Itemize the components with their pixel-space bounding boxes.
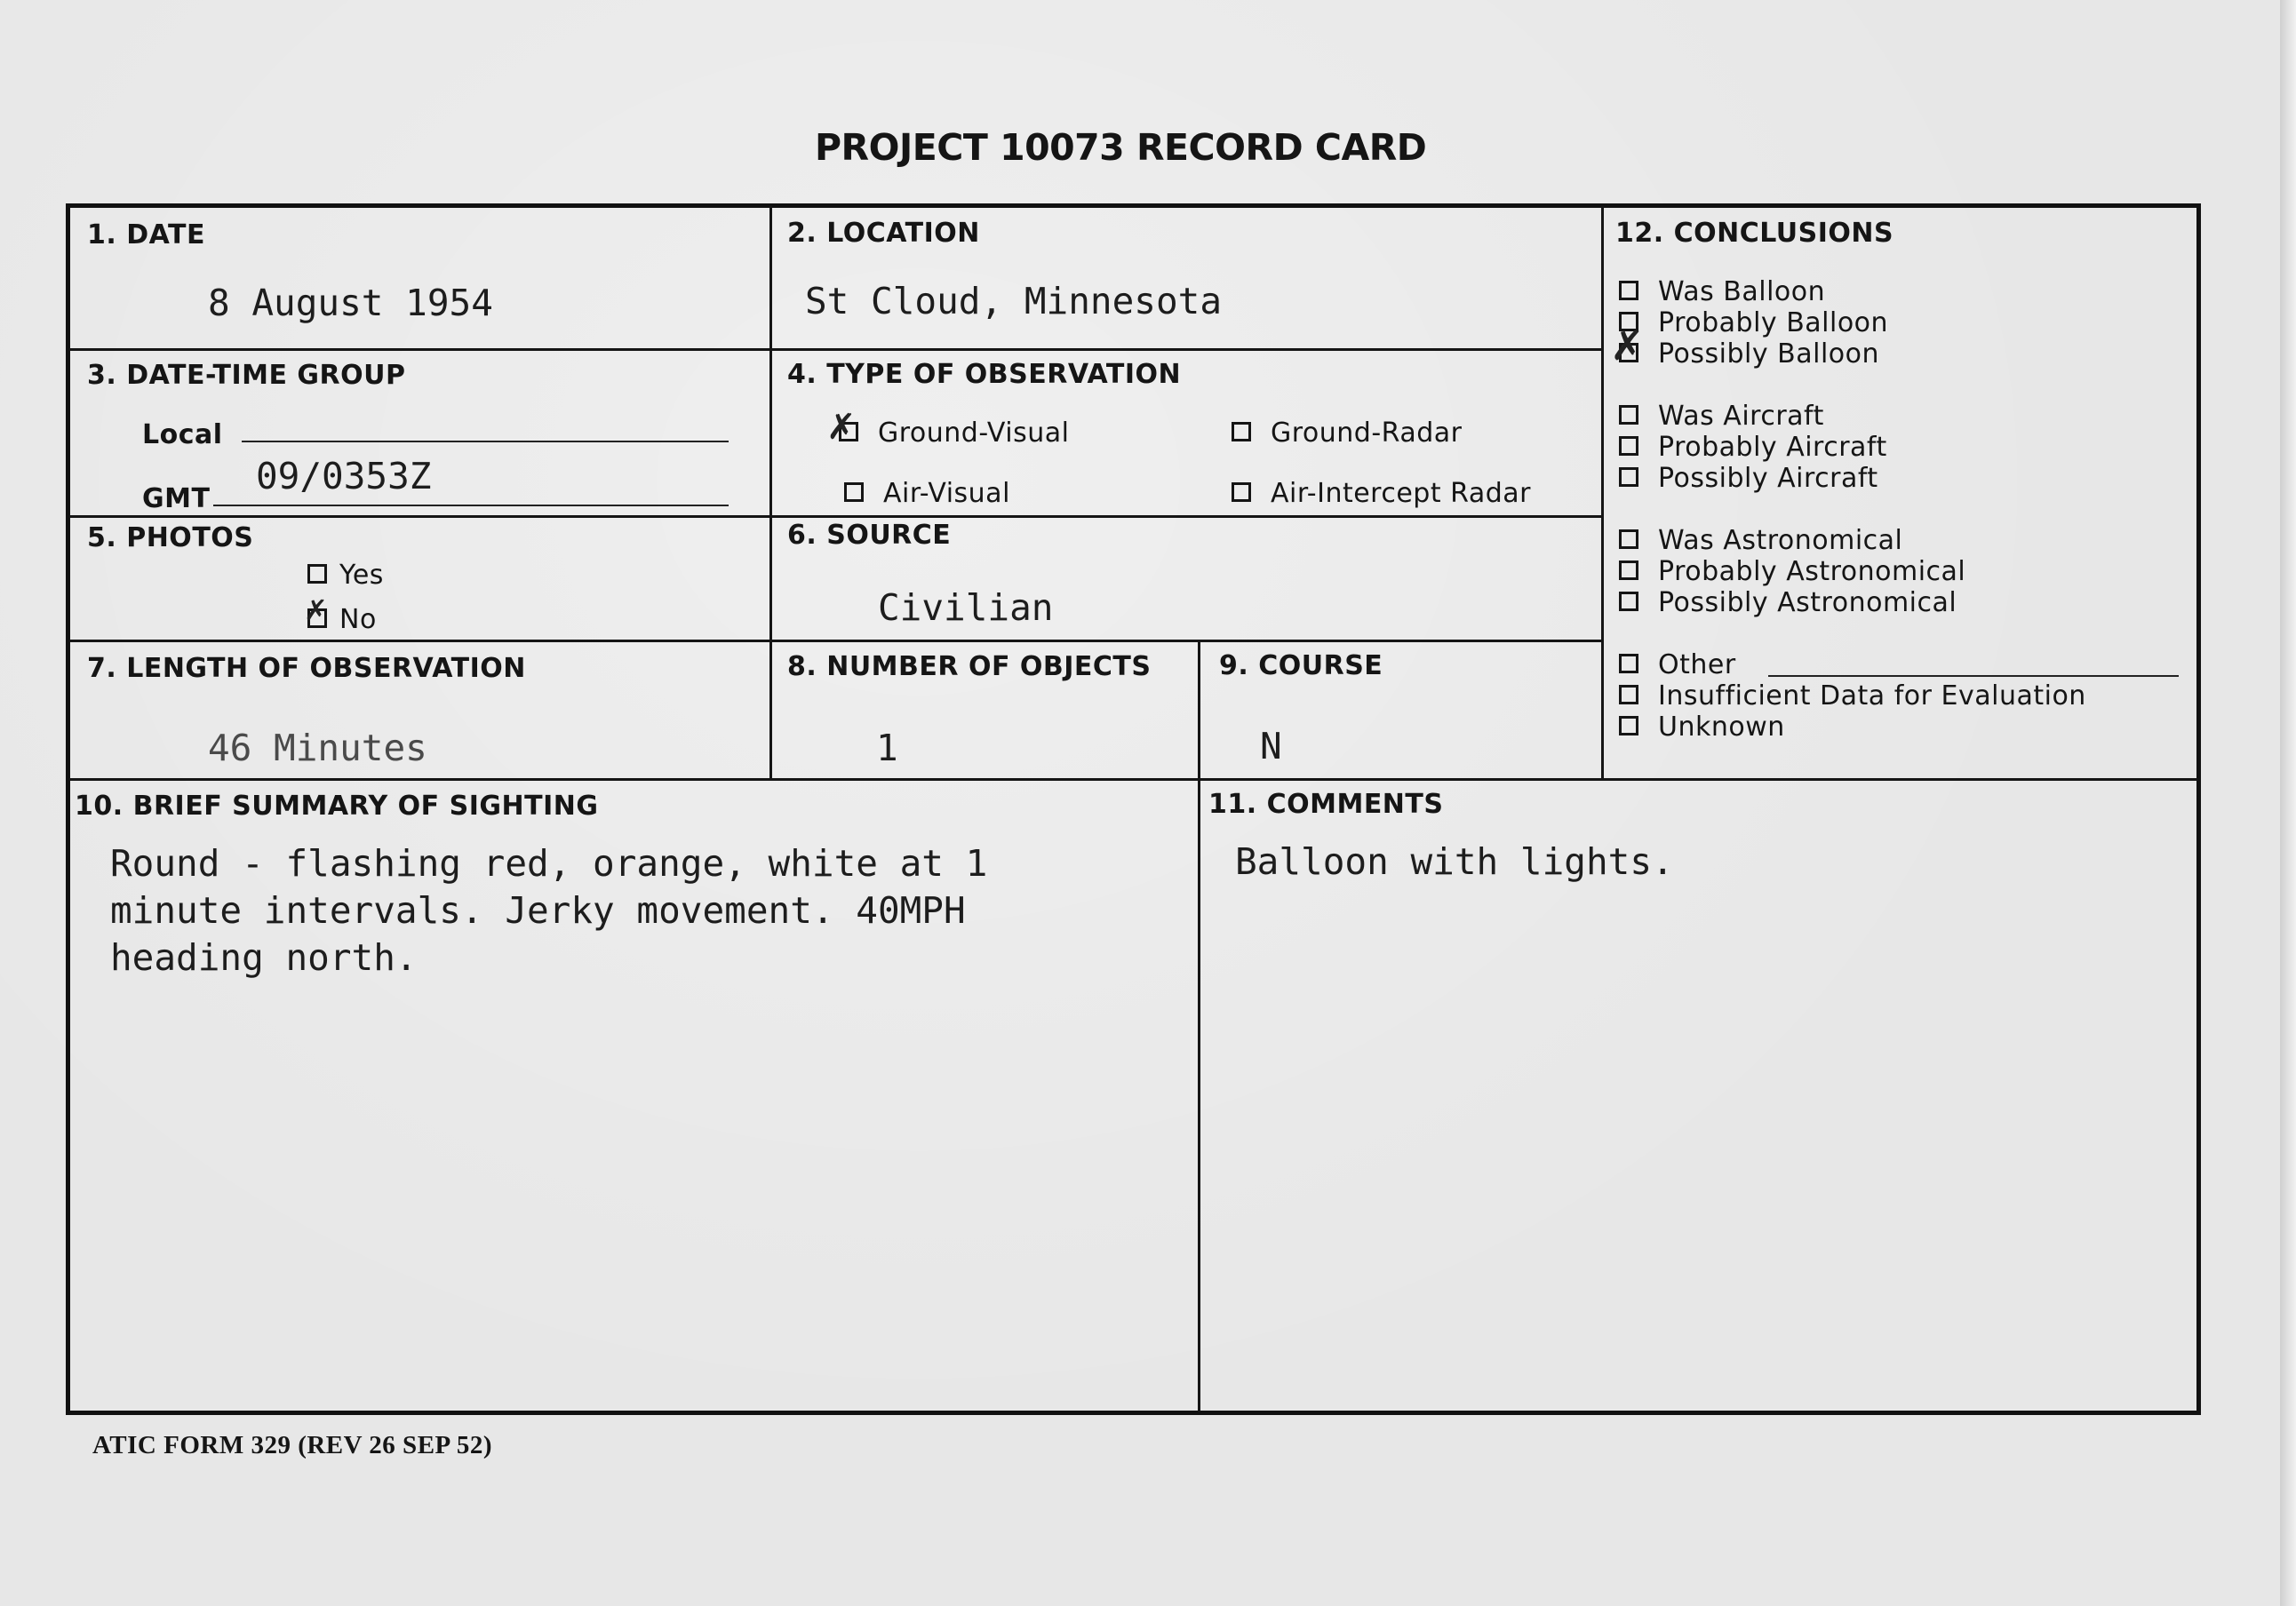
checkmark-ground-visual: ✗ bbox=[826, 407, 857, 448]
length-label: 7. LENGTH OF OBSERVATION bbox=[87, 653, 526, 684]
local-line bbox=[242, 441, 729, 442]
date-label: 1. DATE bbox=[87, 219, 205, 250]
option-photos-yes: Yes bbox=[307, 560, 384, 591]
course-label: 9. COURSE bbox=[1219, 650, 1383, 681]
comments-label: 11. COMMENTS bbox=[1208, 789, 1444, 820]
course-value: N bbox=[1260, 725, 1282, 767]
location-label: 2. LOCATION bbox=[787, 218, 980, 249]
conclusion-was-aircraft: Was Aircraft bbox=[1619, 401, 1824, 432]
dtg-label: 3. DATE-TIME GROUP bbox=[87, 360, 406, 391]
conclusion-probably-astronomical: Probably Astronomical bbox=[1619, 556, 1965, 587]
length-value: 46 Minutes bbox=[208, 727, 427, 769]
divider-row4 bbox=[70, 778, 2197, 781]
divider-col-mid bbox=[1198, 640, 1200, 1412]
conclusion-possibly-astronomical: Possibly Astronomical bbox=[1619, 587, 1957, 618]
checkmark-photos-no: ✗ bbox=[304, 593, 328, 627]
conclusion-insufficient-data: Insufficient Data for Evaluation bbox=[1619, 680, 2086, 712]
divider-row1 bbox=[70, 348, 1601, 351]
divider-col2 bbox=[1601, 206, 1604, 778]
option-air-visual: Air-Visual bbox=[844, 478, 1010, 509]
conclusion-probably-aircraft: Probably Aircraft bbox=[1619, 432, 1887, 463]
option-air-intercept-radar: Air-Intercept Radar bbox=[1232, 478, 1531, 509]
option-ground-radar: Ground-Radar bbox=[1232, 417, 1463, 449]
option-ground-visual: Ground-Visual bbox=[839, 417, 1069, 449]
summary-line: minute intervals. Jerky movement. 40MPH bbox=[110, 889, 966, 932]
conclusion-probably-balloon: Probably Balloon bbox=[1619, 307, 1888, 338]
conclusion-possibly-aircraft: Possibly Aircraft bbox=[1619, 463, 1878, 494]
conclusion-other: Other bbox=[1619, 649, 1736, 680]
source-value: Civilian bbox=[878, 586, 1054, 629]
page-edge bbox=[2280, 0, 2296, 1606]
location-value: St Cloud, Minnesota bbox=[805, 280, 1222, 322]
summary-line: heading north. bbox=[110, 936, 418, 979]
conclusion-unknown: Unknown bbox=[1619, 712, 1785, 743]
conclusion-possibly-balloon: Possibly Balloon bbox=[1619, 338, 1879, 370]
form-title: PROJECT 10073 RECORD CARD bbox=[815, 126, 1427, 169]
gmt-label: GMT bbox=[142, 483, 211, 514]
divider-row2 bbox=[70, 515, 1601, 518]
objects-label: 8. NUMBER OF OBJECTS bbox=[787, 651, 1152, 682]
observation-type-label: 4. TYPE OF OBSERVATION bbox=[787, 359, 1182, 390]
option-photos-no: No bbox=[307, 604, 377, 635]
gmt-line bbox=[213, 505, 729, 506]
divider-col1 bbox=[769, 206, 772, 778]
local-label: Local bbox=[142, 419, 223, 450]
photos-label: 5. PHOTOS bbox=[87, 522, 254, 553]
summary-label: 10. BRIEF SUMMARY OF SIGHTING bbox=[75, 791, 599, 822]
date-value: 8 August 1954 bbox=[208, 282, 493, 324]
gmt-value: 09/0353Z bbox=[256, 455, 432, 497]
conclusions-label: 12. CONCLUSIONS bbox=[1615, 218, 1894, 249]
divider-row3 bbox=[70, 640, 1601, 642]
summary-line: Round - flashing red, orange, white at 1 bbox=[110, 842, 988, 885]
source-label: 6. SOURCE bbox=[787, 520, 952, 551]
objects-value: 1 bbox=[876, 727, 898, 769]
other-line bbox=[1768, 675, 2179, 677]
checkmark-possibly-balloon: ✗ bbox=[1610, 322, 1645, 370]
conclusion-was-balloon: Was Balloon bbox=[1619, 276, 1825, 307]
conclusion-was-astronomical: Was Astronomical bbox=[1619, 525, 1902, 556]
form-number: ATIC FORM 329 (REV 26 SEP 52) bbox=[92, 1431, 493, 1459]
summary-text bbox=[110, 840, 987, 982]
comments-value: Balloon with lights. bbox=[1235, 840, 1674, 883]
